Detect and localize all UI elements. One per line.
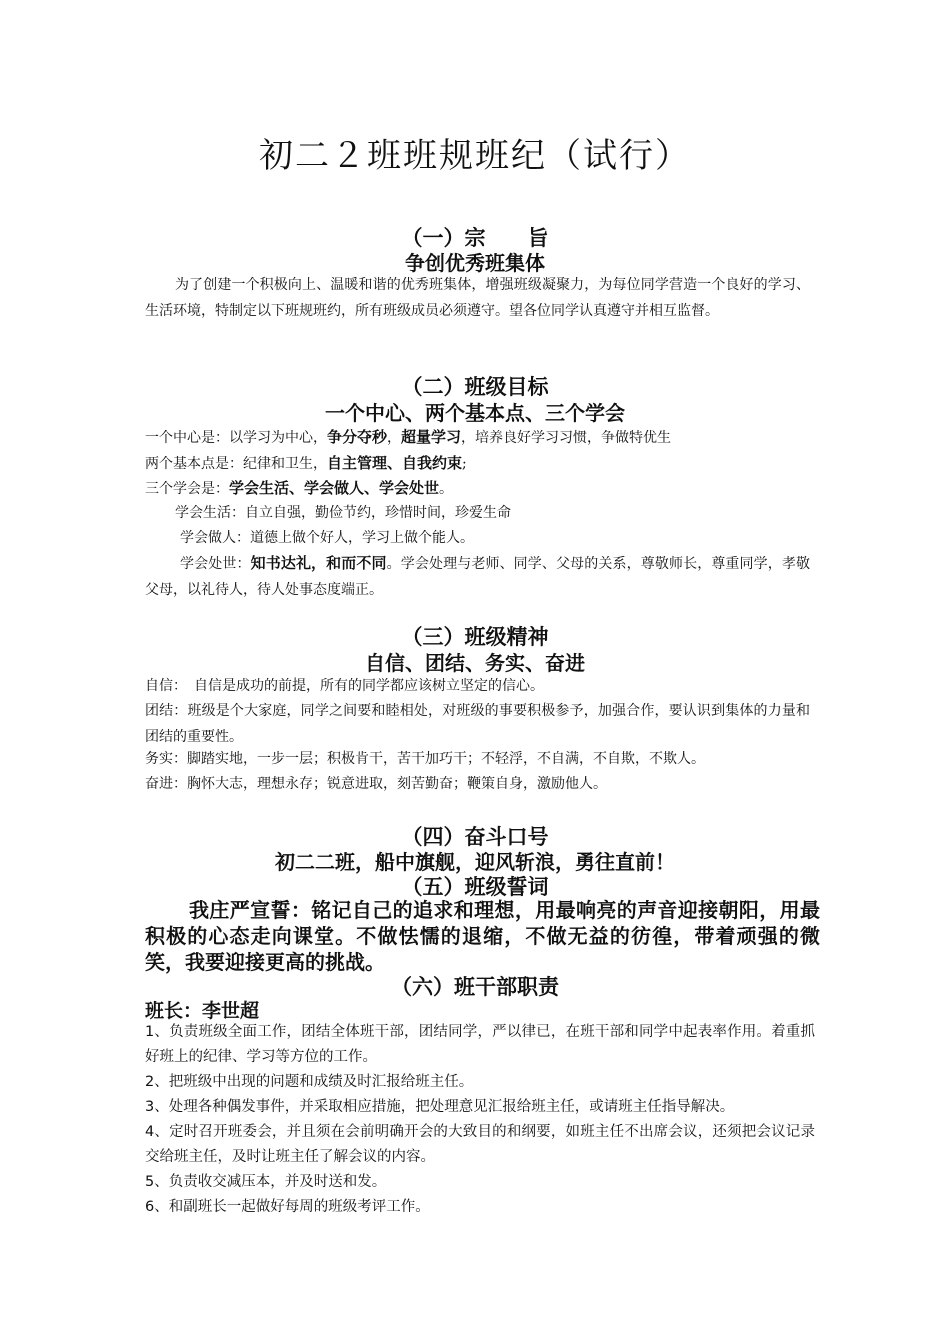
- duty-item: 3、处理各种偶发事件，并采取相应措施，把处理意见汇报给班主任，或请班主任指导解决。: [145, 1099, 735, 1115]
- spirit-unity-paragraph: 团结：班级是个大家庭，同学之间要和睦相处，对班级的事要积极参予，加强合作，要认识到集体的力量和团结的重要性。: [145, 703, 810, 745]
- learn-life-line: 学会生活：自立自强，勤俭节约，珍惜时间，珍爱生命: [175, 505, 511, 521]
- section-6-heading: （六）班干部职责: [391, 975, 559, 999]
- goal-three-learn-bold: 学会生活、学会做人、学会处世: [229, 479, 440, 497]
- spirit-confidence-line: 自信： 自信是成功的前提，所有的同学都应该树立坚定的信心。: [145, 678, 544, 694]
- duty-item: 5、负责收交减压本，并及时送和发。: [145, 1174, 387, 1190]
- section-5-heading: （五）班级誓词: [401, 875, 549, 899]
- learn-world-paragraph: [145, 550, 810, 603]
- goal-center-comma: ，: [387, 430, 402, 446]
- learn-world-label: 学会处世：: [180, 556, 251, 572]
- section-1-subheading: 争创优秀班集体: [405, 251, 545, 275]
- duty-item: 6、和副班长一起做好每周的班级考评工作。: [145, 1199, 430, 1215]
- goal-three-learn-end: 。: [439, 481, 454, 497]
- learn-world-rest: 。学会处理与老师、同学、父母的关系，尊敬师长，尊重同学，孝敬父母，以礼待人，待人处事态度端正。: [145, 556, 811, 598]
- goal-two-points-bold: 自主管理、自我约束: [327, 454, 463, 472]
- class-monitor-name: 班长：李世超: [145, 1000, 260, 1022]
- duty-item: 1、负责班级全面工作，团结全体班干部，团结同学，严以律已，在班干部和同学中起表率作用。着重抓好班上的纪律、学习等方位的工作。: [145, 1024, 815, 1065]
- section-4-heading: （四）奋斗口号: [401, 825, 549, 849]
- spirit-progress-line: 奋进：胸怀大志，理想永存；锐意进取，刻苦勤奋；鞭策自身，激励他人。: [145, 776, 607, 792]
- section-2-heading: （二）班级目标: [401, 375, 549, 399]
- learn-world-bold: 知书达礼，和而不同: [250, 554, 387, 572]
- goal-center-bold-2: 超量学习: [401, 428, 462, 446]
- section-3-heading: （三）班级精神: [401, 625, 549, 649]
- spirit-practical-line: 务实：脚踏实地，一步一层；积极肯干，苦干加巧干；不轻浮，不自满，不自欺，不欺人。: [145, 751, 705, 767]
- goal-center-rest: ，培养良好学习习惯，争做特优生: [461, 430, 672, 446]
- page-title: 初二２班班规班纪（试行）: [259, 136, 691, 176]
- goal-three-learn-text: 三个学会是：: [145, 481, 229, 497]
- goal-line-three-learn: [145, 475, 810, 502]
- goal-line-two-points: [145, 450, 810, 477]
- duty-item: 4、定时召开班委会，并且须在会前明确开会的大致目的和纲要，如班主任不出席会议，还须把会议记录交给班主任，及时让班主任了解会议的内容。: [145, 1124, 815, 1165]
- section-2-subheading: 一个中心、两个基本点、三个学会: [325, 401, 625, 425]
- goal-center-text: 一个中心是：以学习为中心，: [145, 430, 327, 446]
- oath-paragraph: 我庄严宣誓：铭记自己的追求和理想，用最响亮的声音迎接朝阳，用最积极的心态走向课堂。不做怯懦的退缩，不做无益的彷徨，带着顽强的微笑，我要迎接更高的挑战。: [145, 898, 820, 974]
- goal-center-bold-1: 争分夺秒: [327, 428, 388, 446]
- section-1-paragraph: 为了创建一个积极向上、温暖和谐的优秀班集体，增强班级凝聚力，为每位同学营造一个良好的学习、生活环境，特制定以下班规班约，所有班级成员必须遵守。望各位同学认真遵守并相互监督。: [145, 277, 810, 319]
- goal-line-center: [145, 424, 810, 451]
- section-3-subheading: 自信、团结、务实、奋进: [365, 651, 585, 675]
- goal-two-points-end: ;: [462, 456, 467, 472]
- learn-person-line: 学会做人：道德上做个好人，学习上做个能人。: [180, 530, 474, 546]
- section-4-slogan: 初二二班，船中旗舰，迎风斩浪，勇往直前！: [275, 850, 675, 874]
- goal-two-points-text: 两个基本点是：纪律和卫生，: [145, 456, 327, 472]
- duty-item: 2、把班级中出现的问题和成绩及时汇报给班主任。: [145, 1074, 474, 1090]
- section-1-heading: （一）宗 旨: [401, 226, 549, 250]
